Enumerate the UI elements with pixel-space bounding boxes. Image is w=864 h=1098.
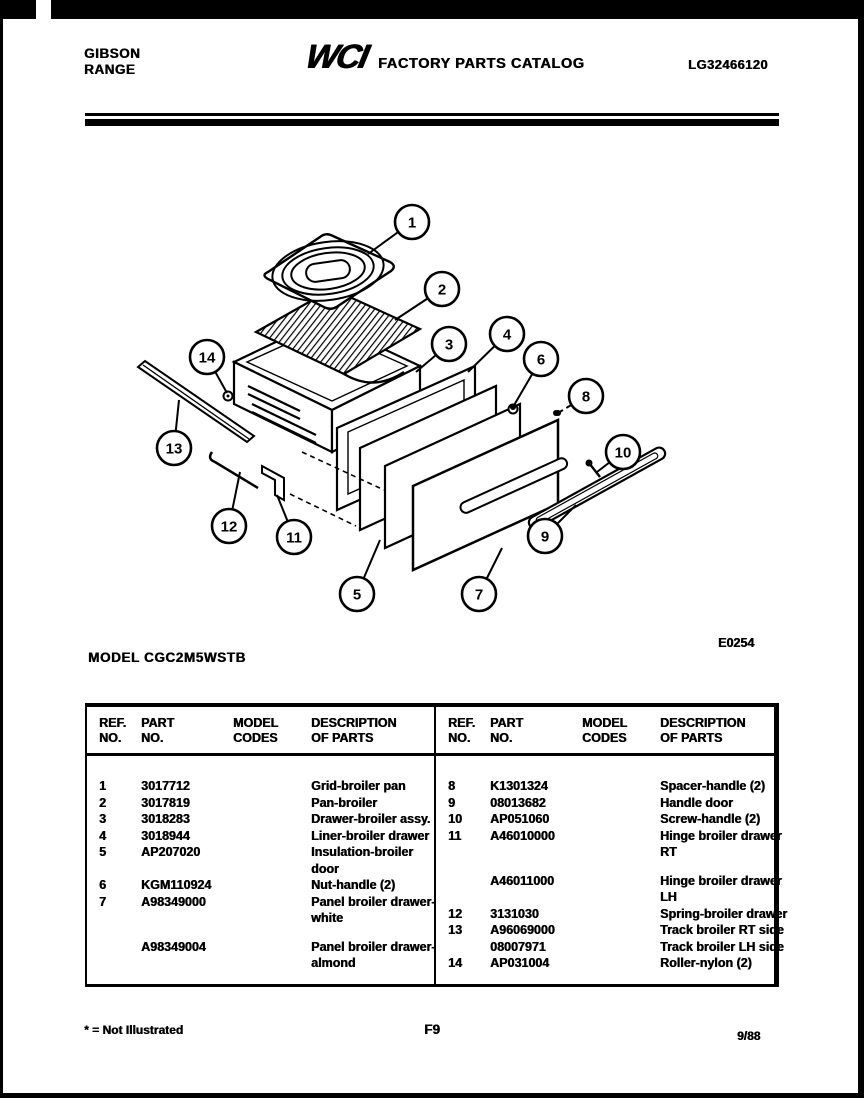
part-cell: 3018944 (141, 828, 190, 843)
ref-cell: 9 (448, 795, 455, 810)
ref-cell: 1 (99, 779, 106, 793)
brand-line-2: RANGE (84, 62, 136, 77)
ref-cell (448, 844, 490, 861)
table-row (436, 939, 784, 956)
part-cell (141, 955, 233, 972)
part-cell: KGM110924 (141, 878, 212, 892)
ref-cell: 10 (448, 812, 462, 826)
ref-cell: 14 (448, 956, 462, 970)
table-left-half (87, 707, 434, 984)
scan-top-bar-notch (36, 0, 51, 19)
svg-text:12: 12 (220, 518, 238, 536)
code-cell (582, 922, 660, 939)
code-cell (233, 910, 311, 927)
table-row (87, 955, 434, 972)
callout-7 (462, 577, 496, 611)
callout-11 (277, 520, 311, 554)
code-cell (233, 955, 311, 972)
ref-cell (448, 873, 490, 890)
table-row (87, 795, 434, 812)
svg-text:9: 9 (540, 528, 550, 546)
part-cell: 08007971 (490, 939, 546, 954)
date-code: 9/88 (737, 1029, 761, 1043)
table-left-header (87, 707, 434, 756)
column-header: DESCRIPTION OF PARTS (660, 716, 746, 745)
svg-text:7: 7 (474, 586, 484, 604)
code-cell (582, 844, 660, 861)
ref-cell: 2 (99, 795, 106, 810)
part-hinge-broiler (262, 466, 284, 500)
svg-text:10: 10 (614, 444, 632, 462)
table-row (87, 844, 434, 861)
callout-1 (395, 205, 429, 239)
catalog-title: FACTORY PARTS CATALOG (378, 56, 585, 72)
column-header: MODEL CODES (233, 716, 279, 745)
desc-cell: LH (660, 890, 677, 904)
part-cell: A96069000 (490, 923, 555, 937)
part-spring-broiler (210, 452, 258, 488)
part-cell: K1301324 (490, 779, 548, 793)
scan-bottom-edge (0, 1093, 864, 1098)
desc-cell: Grid-broiler pan (311, 779, 406, 793)
callout-5 (340, 577, 374, 611)
desc-cell: Drawer-broiler assy. (311, 812, 431, 826)
code-cell (582, 955, 660, 972)
callout-2 (425, 272, 459, 306)
column-header: REF. NO. (448, 716, 476, 745)
code-cell (582, 873, 660, 890)
part-cell: AP031004 (490, 956, 550, 970)
desc-cell: RT (660, 845, 677, 859)
ref-cell (99, 939, 141, 956)
table-row (436, 873, 782, 890)
desc-cell: Spring-broiler drawer (660, 906, 788, 921)
not-illustrated-footnote: * = Not Illustrated (84, 1023, 184, 1037)
code-cell (582, 778, 660, 795)
svg-text:8: 8 (581, 388, 591, 406)
svg-text:2: 2 (437, 281, 447, 299)
part-cell: A46011000 (490, 873, 554, 888)
table-row (87, 939, 434, 956)
code-cell (582, 795, 660, 812)
ref-cell: 5 (99, 845, 106, 859)
callout-9 (528, 519, 562, 553)
svg-text:5: 5 (352, 586, 362, 604)
header-rule-thin (85, 113, 779, 116)
desc-cell: Pan-broiler (311, 795, 377, 810)
table-row (87, 877, 434, 894)
brand-line-1: GIBSON (84, 46, 141, 61)
ref-cell: 4 (99, 828, 106, 843)
desc-cell: Hinge broiler drawer (660, 828, 782, 843)
part-cell (141, 861, 233, 878)
part-cell: A46010000 (490, 828, 555, 843)
desc-cell: Panel broiler drawer- (311, 939, 436, 954)
ref-cell: 7 (99, 894, 106, 909)
table-right-rows (436, 778, 788, 972)
parts-table (85, 703, 788, 987)
part-cell: 3131030 (490, 906, 539, 921)
svg-text:11: 11 (286, 529, 302, 547)
part-cell (141, 910, 233, 927)
table-row (436, 844, 774, 861)
ref-cell (99, 910, 141, 927)
column-header: PART NO. (141, 716, 175, 745)
code-cell (582, 828, 660, 845)
callout-14 (190, 340, 224, 374)
column-header: REF. NO. (99, 716, 127, 745)
ref-cell: 12 (448, 906, 462, 921)
desc-cell: Spacer-handle (2) (660, 779, 765, 793)
ref-cell (99, 955, 141, 972)
table-row (436, 906, 788, 923)
table-row (87, 828, 434, 845)
callout-13 (157, 431, 191, 465)
ref-cell: 6 (99, 878, 106, 892)
code-cell (582, 906, 660, 923)
column-header: PART NO. (490, 716, 524, 745)
desc-cell: Panel broiler drawer- (311, 894, 436, 909)
part-screw-handle (586, 460, 601, 478)
code-cell (233, 778, 311, 795)
desc-cell: Roller-nylon (2) (660, 956, 752, 970)
ref-cell: 11 (448, 828, 462, 843)
table-row (436, 889, 774, 906)
diagram-code: E0254 (718, 636, 755, 650)
part-cell: 3017819 (141, 795, 190, 810)
desc-cell: white (311, 911, 343, 925)
callout-4 (490, 317, 524, 351)
part-cell: A98349000 (141, 894, 206, 909)
part-cell: AP207020 (141, 845, 201, 859)
part-cell: AP051060 (490, 812, 550, 826)
desc-cell: almond (311, 956, 356, 970)
table-left-rows (87, 778, 434, 972)
code-cell (233, 861, 311, 878)
table-row (436, 955, 774, 972)
wci-logo: WCI (302, 38, 371, 76)
part-cell: 3017712 (141, 779, 190, 793)
table-row (87, 778, 434, 795)
code-cell (233, 795, 311, 812)
part-grid-broiler-pan (265, 234, 394, 309)
svg-text:4: 4 (502, 326, 512, 344)
desc-cell: Track broiler RT side (660, 923, 784, 937)
callout-10 (606, 435, 640, 469)
table-right-half (436, 707, 788, 984)
callout-8 (569, 379, 603, 413)
code-cell (582, 811, 660, 828)
page-number: F9 (424, 1022, 440, 1037)
table-row (436, 795, 774, 812)
desc-cell: Screw-handle (2) (660, 812, 761, 826)
part-cell (490, 889, 582, 906)
publication-number: LG32466120 (688, 57, 768, 72)
code-cell (233, 811, 311, 828)
svg-text:14: 14 (198, 349, 216, 367)
desc-cell: Liner-broiler drawer (311, 828, 430, 843)
part-cell: 08013682 (490, 795, 546, 810)
column-header: DESCRIPTION OF PARTS (311, 716, 397, 745)
exploded-parts-diagram (0, 140, 864, 620)
svg-text:6: 6 (536, 351, 546, 369)
scan-top-bar (0, 0, 864, 19)
desc-cell: Hinge broiler drawer (660, 873, 782, 888)
callout-12 (212, 509, 246, 543)
part-cell: A98349004 (141, 939, 206, 954)
svg-text:13: 13 (165, 440, 183, 458)
table-row (87, 811, 434, 828)
table-row (87, 910, 434, 927)
callout-3 (432, 327, 466, 361)
table-row (436, 828, 782, 845)
code-cell (233, 939, 311, 956)
code-cell (233, 844, 311, 861)
ref-cell: 13 (448, 923, 462, 937)
table-row (87, 894, 434, 911)
table-row (87, 861, 434, 878)
brand-name (84, 46, 140, 78)
ref-cell (99, 861, 141, 878)
part-roller-bolt (224, 392, 233, 401)
part-cell: 3018283 (141, 812, 190, 826)
column-header: MODEL CODES (582, 716, 628, 745)
desc-cell: Nut-handle (2) (311, 878, 396, 892)
code-cell (233, 894, 311, 911)
desc-cell: door (311, 861, 339, 876)
leader-dot-8 (555, 410, 561, 416)
desc-cell: Handle door (660, 795, 733, 810)
code-cell (582, 939, 660, 956)
ref-cell (448, 889, 490, 906)
callout-6 (524, 342, 558, 376)
code-cell (582, 889, 660, 906)
table-row (436, 778, 774, 795)
header-rule-thick (85, 119, 779, 126)
table-row (436, 922, 784, 939)
code-cell (233, 828, 311, 845)
table-row (436, 811, 774, 828)
svg-text:1: 1 (407, 214, 417, 232)
table-right-header (436, 707, 774, 756)
leader-dot-6 (510, 404, 516, 410)
ref-cell: 8 (448, 779, 455, 793)
ref-cell (448, 939, 490, 956)
desc-cell: Track broiler LH side (660, 939, 784, 954)
model-label: MODEL CGC2M5WSTB (88, 650, 246, 665)
code-cell (233, 877, 311, 894)
part-cell (490, 844, 582, 861)
desc-cell: Insulation-broiler (311, 845, 414, 859)
svg-text:3: 3 (444, 336, 454, 354)
ref-cell: 3 (99, 812, 106, 826)
